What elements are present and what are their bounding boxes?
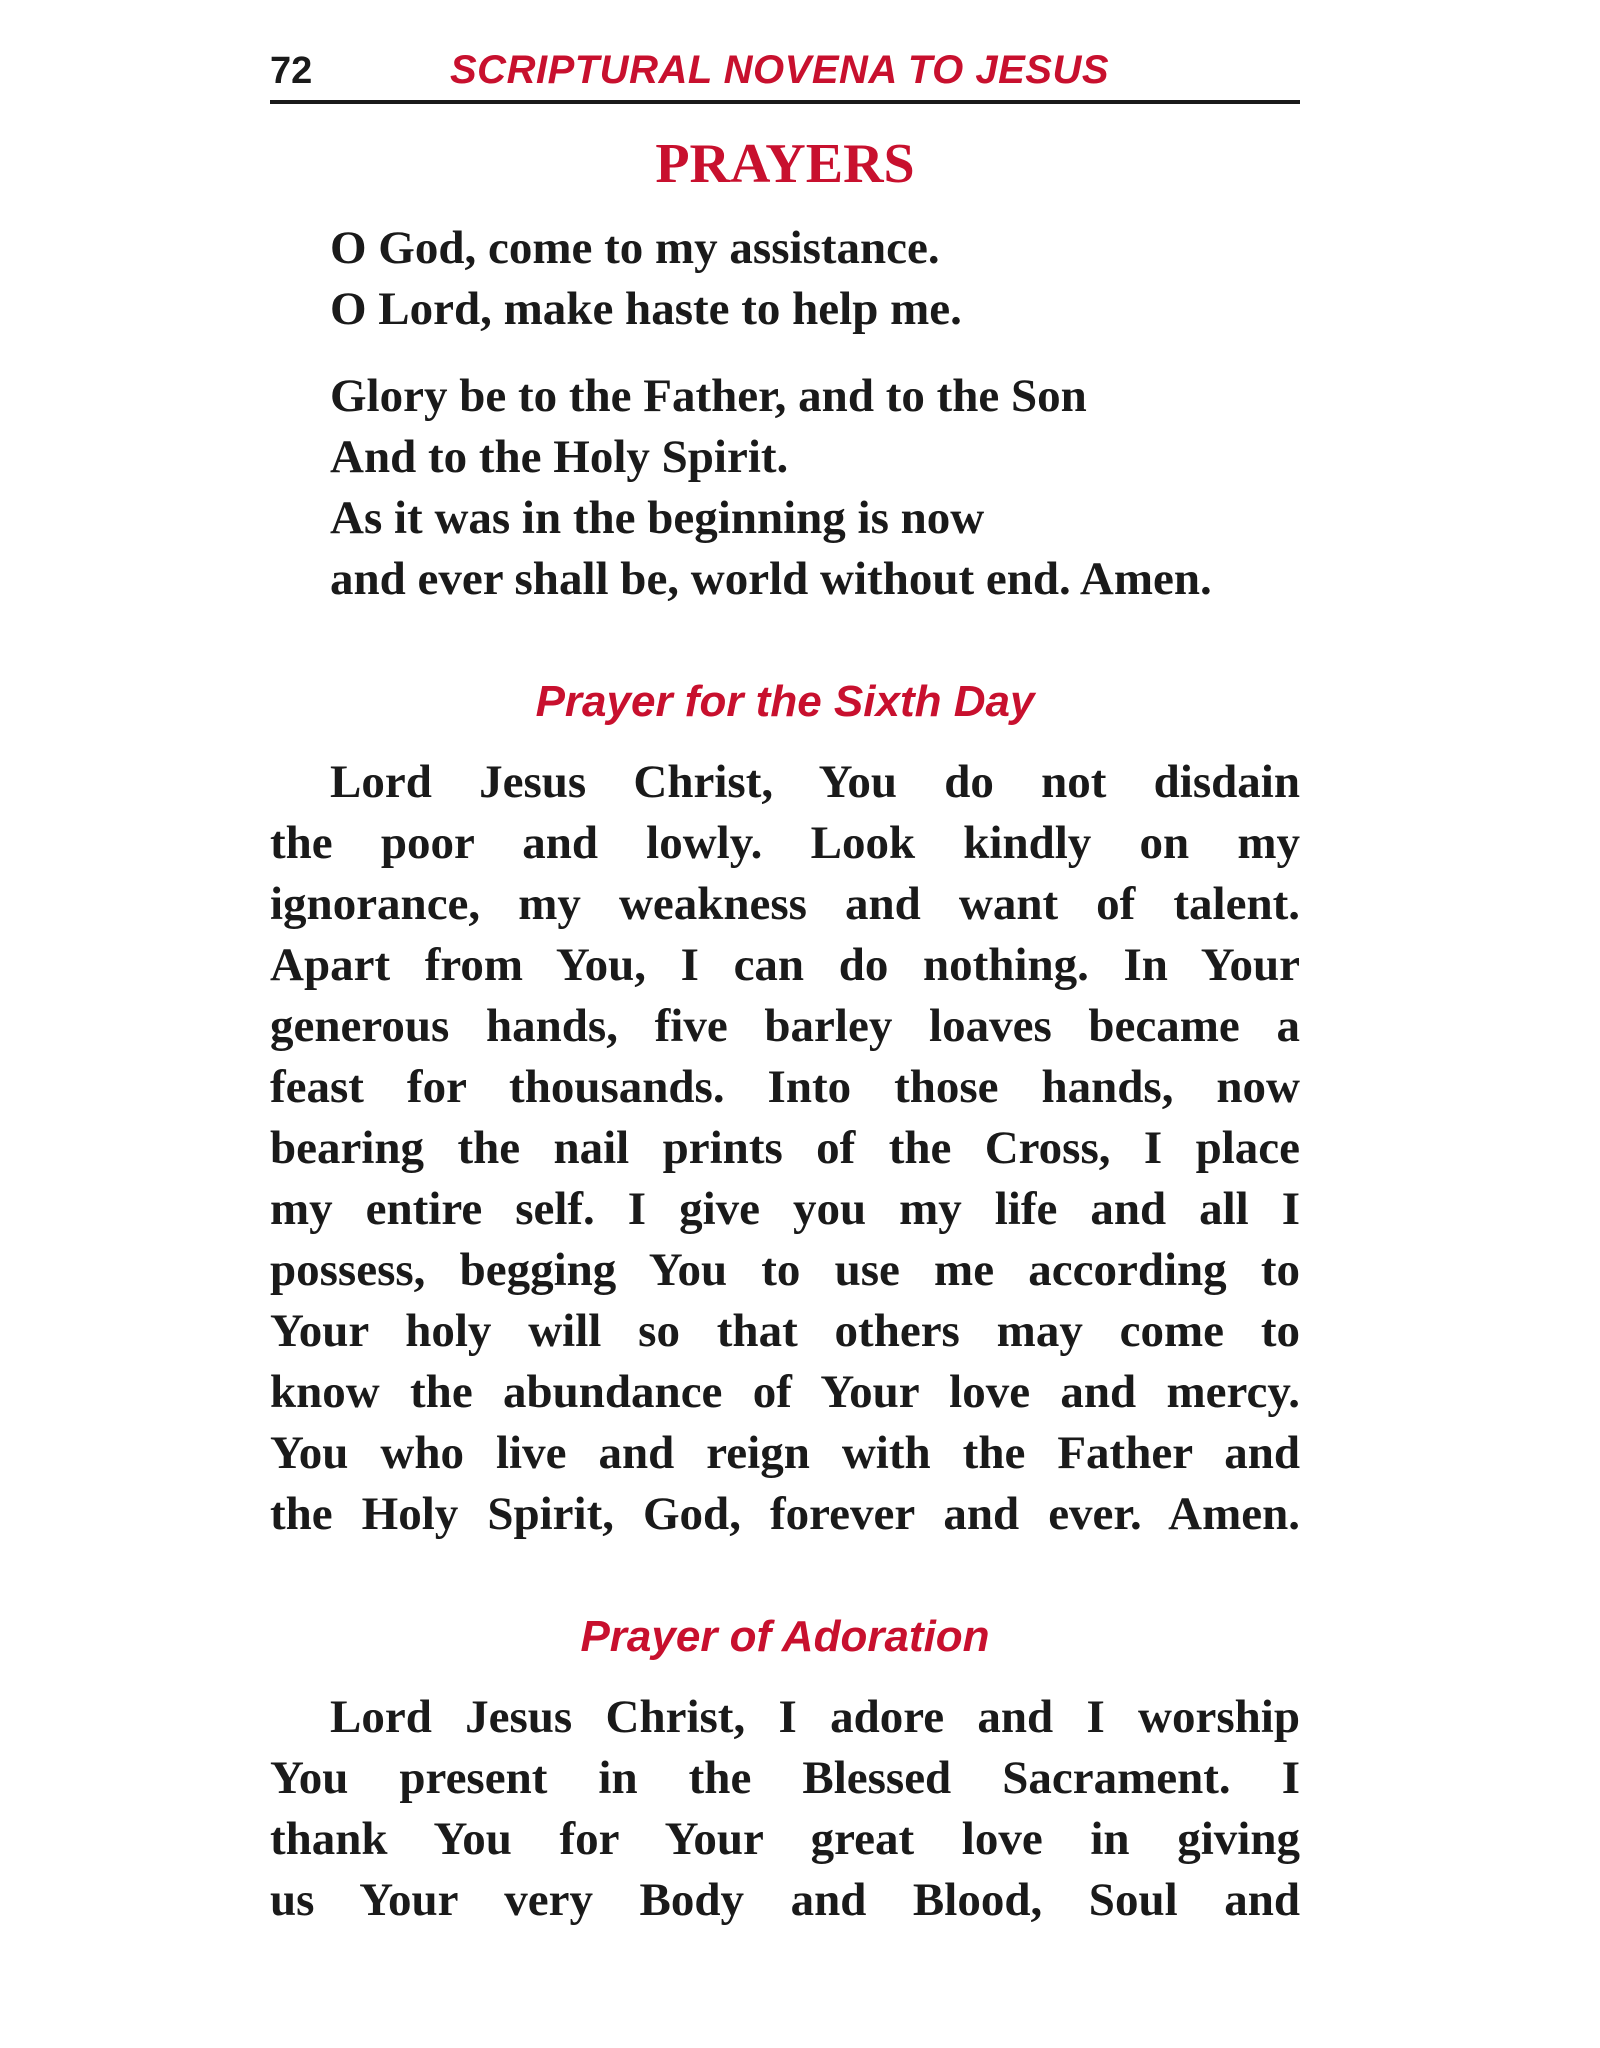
prayer-line: Apart from You, I can do nothing. In Your [270,939,1300,991]
prayer-line: You who live and reign with the Father and [270,1427,1300,1479]
prayer-line: bearing the nail prints of the Cross, I place [270,1122,1300,1174]
running-head [270,40,1300,104]
opening-versicle [270,218,1300,340]
prayer-line: know the abundance of Your love and mercy. [270,1366,1300,1418]
page-number: 72 [270,50,313,92]
prayer-line: us Your very Body and Blood, Soul and [270,1874,1300,1926]
versicle-line: O Lord, make haste to help me. [330,283,962,335]
prayer-line: You present in the Blessed Sacrament. I [270,1752,1300,1804]
prayer-line: thank You for Your great love in giving [270,1813,1300,1865]
sixth-day-prayer [270,752,1300,1545]
sixth-day-heading: Prayer for the Sixth Day [535,677,1035,726]
prayer-line: feast for thousands. Into those hands, now [270,1061,1300,1113]
prayer-line: Lord Jesus Christ, You do not disdain [330,756,1300,808]
adoration-prayer [270,1687,1300,1931]
prayer-line: Lord Jesus Christ, I adore and I worship [330,1691,1300,1743]
prayer-line: ignorance, my weakness and want of talent. [270,878,1300,930]
glory-be-prayer [270,366,1300,610]
prayer-line: the Holy Spirit, God, forever and ever. Amen. [270,1488,1300,1540]
prayer-line: Your holy will so that others may come to [270,1305,1300,1357]
running-title: SCRIPTURAL NOVENA TO JESUS [450,48,1110,92]
section-heading: PRAYERS [655,133,915,195]
prayer-line: possess, begging You to use me according to [270,1244,1300,1296]
glory-be-line: And to the Holy Spirit. [330,431,789,483]
prayer-line: generous hands, five barley loaves became a [270,1000,1300,1052]
glory-be-line: As it was in the beginning is now [330,492,985,544]
glory-be-line: and ever shall be, world without end. Amen. [330,553,1212,605]
versicle-line: O God, come to my assistance. [330,222,940,274]
adoration-heading: Prayer of Adoration [580,1612,990,1661]
book-page [270,40,1300,1931]
prayer-line: my entire self. I give you my life and all I [270,1183,1300,1235]
glory-be-line: Glory be to the Father, and to the Son [330,370,1087,422]
prayer-line: the poor and lowly. Look kindly on my [270,817,1300,869]
